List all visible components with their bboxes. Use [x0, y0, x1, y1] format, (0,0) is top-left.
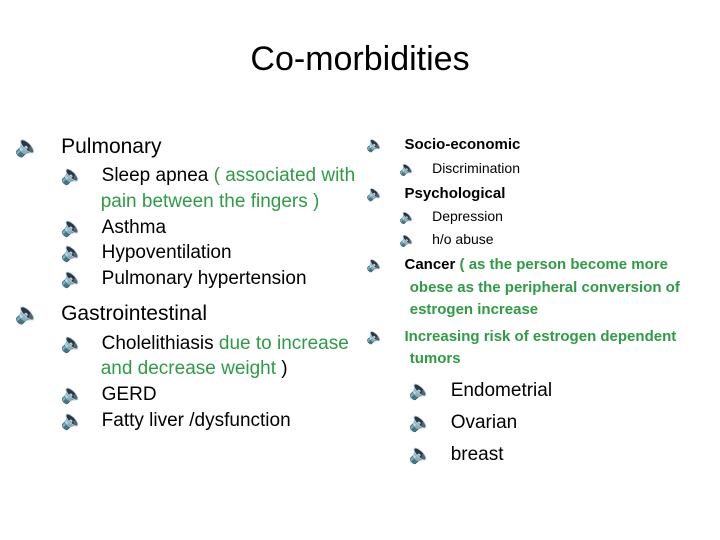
item-note: ( associated with pain between the fingers ) — [100, 165, 356, 212]
right-column — [366, 134, 688, 472]
list-item: 🔈 Fatty liver /dysfunction — [61, 408, 358, 434]
list-item: 🔈 GERD — [61, 382, 358, 408]
left-column — [14, 134, 358, 433]
speaker-bullet-icon: 🔈 — [399, 159, 417, 176]
risk-heading: 🔈 Increasing risk of estrogen dependent tumors — [366, 327, 677, 368]
pulmonary-heading: 🔈 Pulmonary — [14, 135, 162, 158]
speaker-bullet-icon: 🔈 — [60, 384, 85, 405]
list-item: 🔈 Discrimination — [388, 157, 688, 179]
cancer-heading: 🔈 Cancer ( as the person become more obese as the peripheral conversion of estrogen increase — [366, 256, 680, 319]
socio-heading: 🔈 Socio-economic — [388, 134, 688, 157]
speaker-bullet-icon: 🔈 — [366, 184, 385, 202]
list-item: 🔈 breast — [388, 439, 688, 471]
slide-title: Co-morbidities — [250, 40, 470, 78]
speaker-bullet-icon: 🔈 — [60, 409, 85, 431]
gastro-heading: 🔈 Gastrointestinal — [14, 302, 207, 326]
item-note: due to increase and decrease weight — [100, 332, 349, 380]
speaker-bullet-icon: 🔈 — [60, 332, 85, 354]
speaker-bullet-icon: 🔈 — [366, 327, 385, 345]
speaker-bullet-icon: 🔈 — [408, 379, 433, 401]
speaker-bullet-icon: 🔈 — [408, 444, 433, 466]
speaker-bullet-icon: 🔈 — [14, 302, 42, 326]
list-item: 🔈 Pulmonary hypertension — [61, 266, 358, 292]
list-item: 🔈 h/o abuse — [388, 228, 688, 250]
speaker-bullet-icon: 🔈 — [60, 165, 85, 187]
speaker-bullet-icon: 🔈 — [14, 135, 42, 158]
speaker-bullet-icon: 🔈 — [60, 242, 85, 264]
speaker-bullet-icon: 🔈 — [399, 208, 417, 225]
speaker-bullet-icon: 🔈 — [408, 412, 433, 434]
speaker-bullet-icon: 🔈 — [366, 256, 385, 274]
list-item: 🔈 Asthma — [61, 215, 358, 241]
list-item: 🔈 Endometrial — [388, 375, 688, 407]
item-note: ( as the person become more obese as the peripheral conversion of estrogen increase — [409, 256, 680, 319]
speaker-bullet-icon: 🔈 — [399, 230, 417, 247]
psych-heading: 🔈 Psychological — [388, 183, 688, 206]
list-item: 🔈 Depression — [388, 205, 688, 227]
speaker-bullet-icon: 🔈 — [60, 267, 85, 289]
list-item: 🔈 Ovarian — [388, 407, 688, 439]
speaker-bullet-icon: 🔈 — [366, 136, 385, 153]
speaker-bullet-icon: 🔈 — [60, 216, 85, 238]
list-item: 🔈 Sleep apnea ( associated with pain between the fingers ) — [60, 165, 356, 212]
list-item: 🔈 Hypoventilation — [61, 240, 358, 266]
list-item: 🔈 Cholelithiasis due to increase and decrease weight ) — [60, 332, 349, 380]
